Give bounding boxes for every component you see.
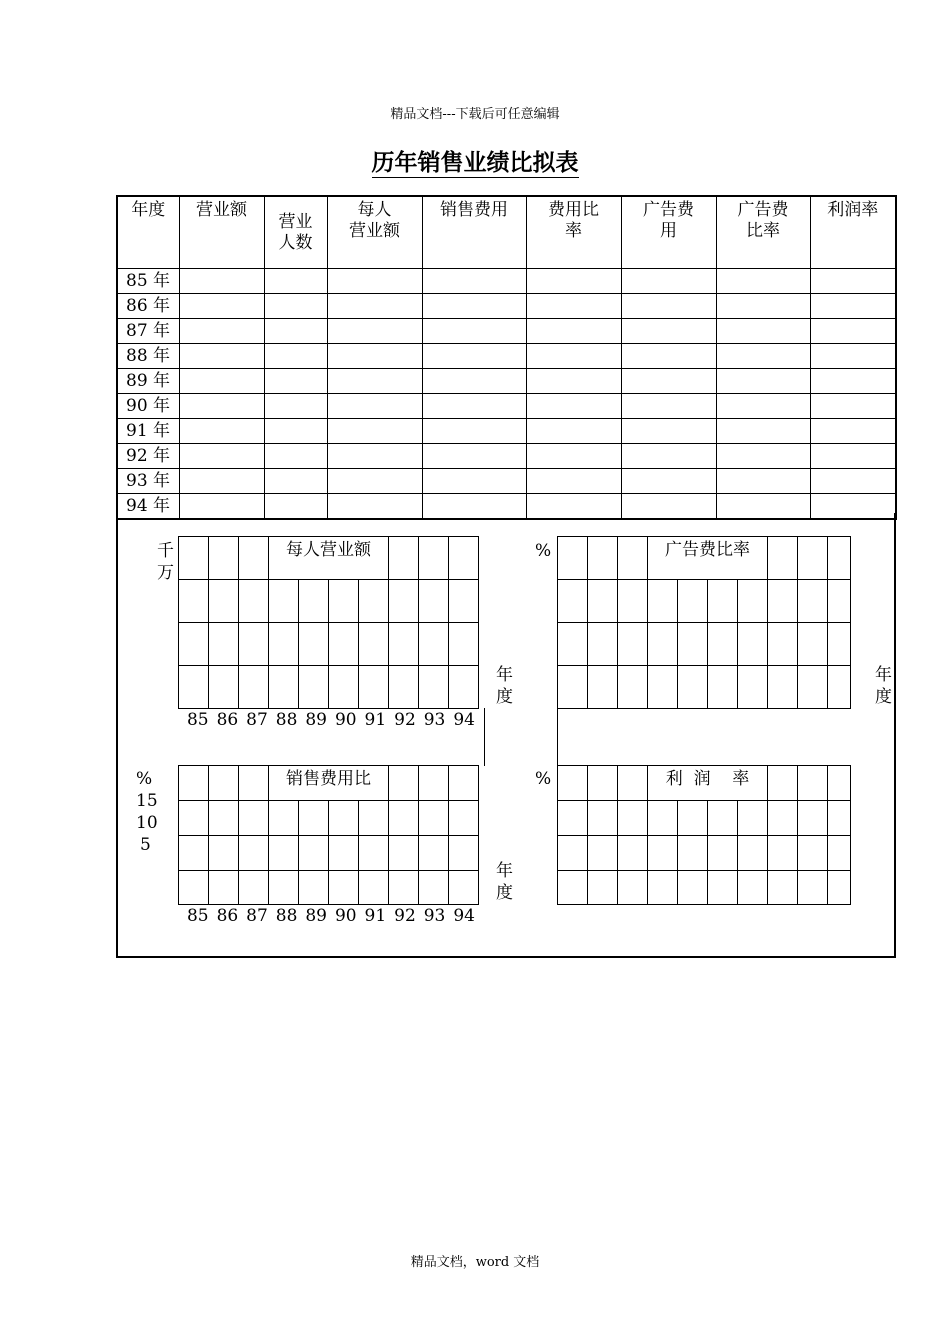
data-cell [264,444,327,469]
x-tick: 92 [394,906,416,926]
x-axis-label: 年 度 [875,665,892,707]
x-tick: 86 [216,906,239,926]
data-cell [264,319,327,344]
table-row [117,419,896,444]
chart-title: 广告费比率 [648,537,768,580]
year-cell: 92 年 [117,444,179,469]
data-cell [526,269,621,294]
data-cell [810,369,896,394]
data-cell [621,469,716,494]
col-header: 营业 人数 [264,196,327,269]
x-tick: 89 [305,710,327,730]
data-cell [264,369,327,394]
data-cell [810,469,896,494]
x-tick: 87 [246,710,268,730]
data-cell [621,269,716,294]
year-cell: 89 年 [117,369,179,394]
data-cell [621,369,716,394]
data-cell [716,369,810,394]
chart-grid-sales-cost-ratio [178,765,479,905]
x-axis-label: 年 度 [496,665,513,707]
year-cell: 88 年 [117,344,179,369]
x-tick: 94 [453,906,475,926]
data-cell [810,269,896,294]
chart-title: 销售费用比 [269,766,389,801]
x-tick: 88 [275,710,298,730]
data-cell [526,469,621,494]
data-cell [526,394,621,419]
col-header: 年度 [117,196,179,269]
y-tick: 10 [136,813,158,833]
data-cell [621,419,716,444]
data-cell [621,444,716,469]
chart-title: 利 润 率 [648,766,768,801]
x-tick: 91 [364,710,387,730]
x-tick: 88 [275,906,298,926]
data-cell [179,269,264,294]
data-cell [810,319,896,344]
data-cell [327,394,422,419]
y-axis-label: % [136,769,153,789]
data-cell [810,419,896,444]
chart-grid-profit-rate [557,765,851,905]
data-cell [327,344,422,369]
year-cell: 85 年 [117,269,179,294]
data-cell [526,369,621,394]
data-cell [621,344,716,369]
table-row [117,344,896,369]
data-cell [810,394,896,419]
data-cell [422,444,526,469]
data-cell [621,319,716,344]
col-header: 利润率 [810,196,896,269]
footer-note: 精品文档，word 文档 [410,1255,540,1270]
chart-grid-sales-per-person [178,536,479,709]
data-cell [179,394,264,419]
table-row [117,444,896,469]
x-tick: 90 [334,710,357,730]
data-cell [327,369,422,394]
table-row [117,394,896,419]
x-tick: 93 [423,710,446,730]
table-row [117,269,896,294]
data-cell [179,344,264,369]
x-axis-ticks [183,906,479,926]
data-cell [422,319,526,344]
header-note: 精品文档---下载后可任意编辑 [390,107,560,122]
data-cell [264,294,327,319]
x-tick: 85 [186,906,209,926]
y-axis-label: % [535,541,552,561]
y-tick: 15 [136,791,158,811]
data-cell [179,419,264,444]
y-tick: 5 [140,835,151,855]
table-row [117,469,896,494]
x-tick: 85 [186,710,209,730]
data-cell [716,319,810,344]
data-cell [810,444,896,469]
data-cell [327,419,422,444]
data-cell [621,394,716,419]
data-cell [716,394,810,419]
col-header: 费用比 率 [526,196,621,269]
data-cell [179,319,264,344]
data-cell [179,294,264,319]
data-cell [264,269,327,294]
y-axis-label: % [535,769,552,789]
divider [894,708,895,766]
year-cell: 87 年 [117,319,179,344]
col-header: 销售费用 [422,196,526,269]
data-cell [716,419,810,444]
table-row [117,319,896,344]
year-cell: 86 年 [117,294,179,319]
data-cell [179,469,264,494]
year-cell: 90 年 [117,394,179,419]
data-cell [422,344,526,369]
sales-table [116,195,897,520]
data-cell [179,444,264,469]
x-tick: 93 [423,906,446,926]
table-row [117,369,896,394]
x-tick: 91 [364,906,387,926]
page-title: 历年销售业绩比拟表 [371,149,579,176]
col-header: 每人 营业额 [327,196,422,269]
year-cell: 93 年 [117,469,179,494]
x-axis-ticks [183,710,479,730]
data-cell [264,469,327,494]
data-cell [179,369,264,394]
x-tick: 92 [394,710,416,730]
data-cell [422,269,526,294]
data-cell [327,469,422,494]
data-cell [327,319,422,344]
divider [484,708,485,766]
data-cell [810,344,896,369]
x-tick: 90 [334,906,357,926]
data-cell [422,369,526,394]
x-tick: 86 [216,710,239,730]
x-axis-label: 年 度 [496,861,513,903]
col-header: 营业额 [179,196,264,269]
data-cell [716,344,810,369]
data-cell [422,294,526,319]
data-cell [526,444,621,469]
data-cell [422,394,526,419]
data-cell [810,294,896,319]
table-row [117,294,896,319]
data-cell [526,294,621,319]
chart-grid-ad-cost-ratio [557,536,851,709]
data-cell [264,419,327,444]
data-cell [264,394,327,419]
y-axis-label: 千 万 [157,541,174,583]
x-tick: 87 [246,906,268,926]
data-cell [716,269,810,294]
data-cell [526,344,621,369]
col-header: 广告费 用 [621,196,716,269]
x-tick: 89 [305,906,327,926]
table-header-row [117,196,896,269]
year-cell: 91 年 [117,419,179,444]
year-cell: 94 年 [117,494,179,520]
data-cell [716,294,810,319]
data-cell [327,269,422,294]
col-header: 广告费 比率 [716,196,810,269]
data-cell [526,419,621,444]
data-cell [422,469,526,494]
chart-title: 每人营业额 [269,537,389,580]
divider [557,708,558,766]
data-cell [327,294,422,319]
data-cell [716,444,810,469]
data-cell [621,294,716,319]
data-cell [422,419,526,444]
data-cell [327,444,422,469]
x-tick: 94 [453,710,475,730]
data-cell [716,469,810,494]
data-cell [264,344,327,369]
data-cell [526,319,621,344]
